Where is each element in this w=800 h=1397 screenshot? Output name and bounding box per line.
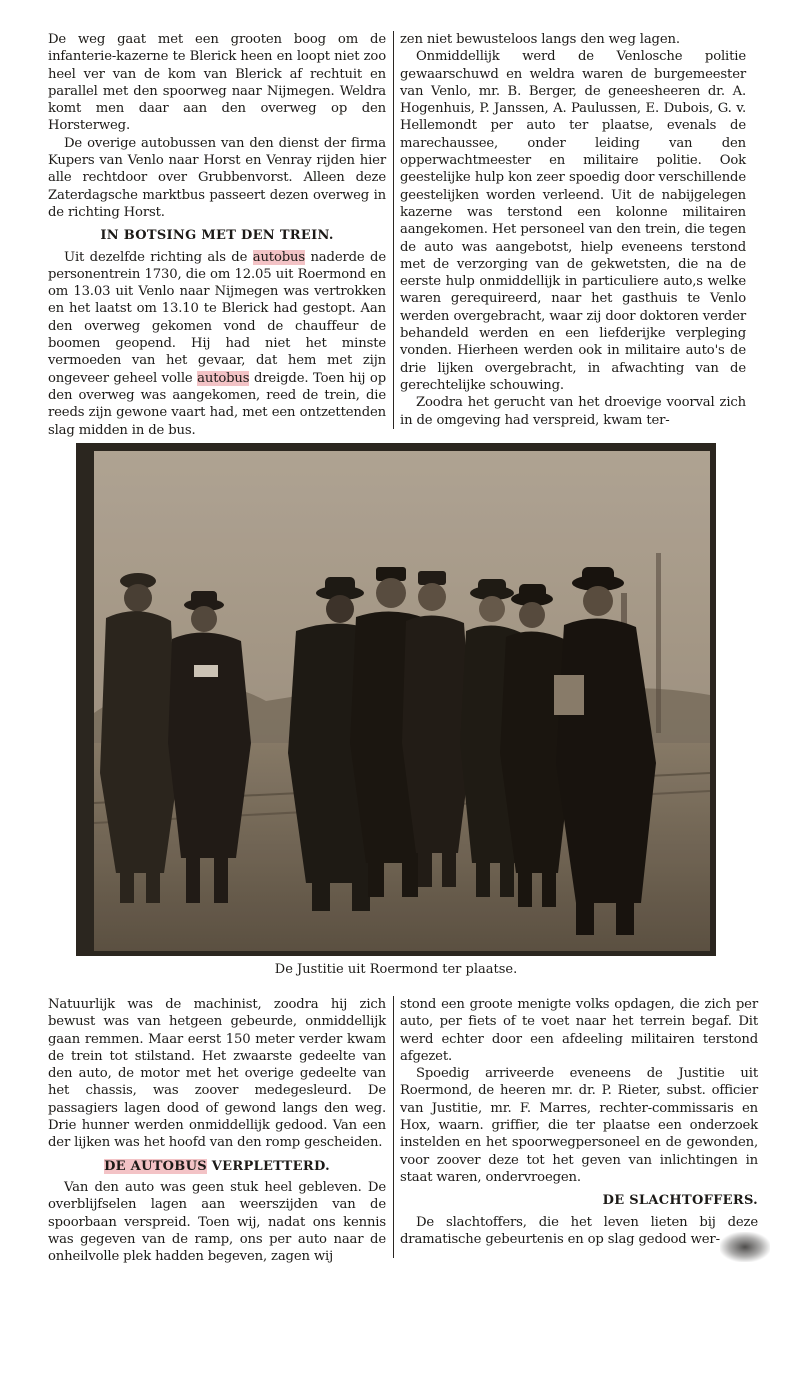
photo-justitie-group: [76, 443, 716, 956]
column-bottom-left: [48, 996, 386, 1265]
paragraph-continuation: zen niet bewusteloos langs den weg lagen.: [400, 32, 680, 47]
highlighted-term: autobus: [197, 370, 250, 386]
column-top-left: [48, 31, 386, 439]
paragraph-rumour: Zoodra het gerucht van het droevige voorval zich in de omgeving had verspreid, kwam ter-: [400, 395, 746, 428]
heading-bus-crushed: DE AUTOBUS VERPLETTERD.: [104, 1158, 330, 1174]
paragraph-justitie-arrival: Spoedig arriveerde eveneens de Justitie uit Roermond, de heeren mr. dr. P. Rieter, subst. officier van Justitie, mr. F. Marres, rechter-commissaris en Hox, waarn. griffier, die ter plaatse een onderzoek instelden en het spoorwegpersoneel en de gewonden, voor zoover deze tot het geven van inlichtingen in staat waren, ondervroegen.: [400, 1066, 758, 1185]
column-divider: [393, 31, 394, 429]
paragraph-machinist: Natuurlijk was de machinist, zoodra hij zich bewust was van hetgeen gebeurde, onmiddellijk gaan remmen. Maar eerst 150 meter verder kwam de trein tot stilstand. Het zwaarste gedeelte van den auto, de motor met het overige gedeelte van het chassis, was zoover medegesleurd. De passagiers lagen dood of gewond langs den weg. Drie hunner werden onmiddellijk gedood. Van een der lijken was het hoofd van den romp gescheiden.: [48, 997, 386, 1151]
heading-victims: DE SLACHTOFFERS.: [602, 1193, 758, 1209]
paragraph-road-description: De weg gaat met een grooten boog om de infanterie-kazerne te Blerick heen en loopt niet zoo heel ver van de kom van Blerick af rechtuit en parallel met den spoorweg naar Nijmegen. Weldra komt men daar aan den overweg op den Horsterweg.: [48, 32, 386, 134]
column-divider: [393, 996, 394, 1258]
column-top-right: [400, 31, 746, 429]
paragraph-victims: De slachtoffers, die het leven lieten bij deze dramatische gebeurtenis en op slag gedood wer-: [400, 1214, 758, 1247]
paragraph-collision: Uit dezelfde richting als de autobus naderde de personentrein 1730, die om 12.05 uit Roermond en om 13.03 uit Venlo naar Nijmegen was vertrokken en het laatst om 13.10 te Blerick had gestopt. Aan den overweg gekomen vond de chauffeur de boomen geopend. Hij had niet het minste vermoeden van het gevaar, dat hem met zijn ongeveer geheel volle autobus dreigde. Toen hij op den overweg was aangekomen, reed de trein, die reeds zijn gewone vaart had, met een ontzettenden slag midden in de bus.: [48, 249, 386, 438]
column-bottom-right: [400, 996, 758, 1248]
heading-collision: IN BOTSING MET DEN TREIN.: [100, 228, 334, 244]
highlighted-term: autobus: [252, 249, 305, 265]
paragraph-police-arrival: Onmiddellijk werd de Venlosche politie gewaarschuwd en weldra waren de burgemeester van Venlo, mr. B. Berger, de geneesheeren dr. A. Hogenhuis, P. Janssen, A. Paulussen, E. Dubois, G. v. Hellemondt per auto ter plaatse, evenals de marechaussee, onder leiding van den opperwachtmeester en militaire politie. Ook geestelijke hulp kon zeer spoedig door verschillende geestelijken worden verleend. Uit de nabijgelegen kazerne was terstond een kolonne militairen aangekomen. Het personeel van den trein, die tegen de auto was aangebotst, hielp eveneens terstond met de verzorging van de gekwetsten, die na de eerste hulp onmiddellijk in particuliere auto,s welke waren gerequireerd, naar het gasthuis te Venlo werden overgebracht, waar zij door doktoren verder behandeld werden en een liefderijke verpleging vonden. Hierheen werden ook in militaire auto's de drie lijken overgebracht, in afwachting van de gerechtelijke schouwing.: [400, 49, 746, 393]
photo-caption: De Justitie uit Roermond ter plaatse.: [274, 962, 518, 977]
ink-smudge: [720, 1232, 770, 1262]
paragraph-other-buses: De overige autobussen van den dienst der firma Kupers van Venlo naar Horst en Venray rijden hier alle rechtdoor over Grubbenvorst. Alleen deze Zaterdagsche marktbus passeert dezen overweg in de richting Horst.: [48, 135, 386, 220]
highlighted-term: DE AUTOBUS: [104, 1158, 207, 1174]
news-photo: [76, 443, 716, 956]
paragraph-wreckage: Van den auto was geen stuk heel gebleven. De overblijfselen lagen aan weerszijden van de spoorbaan verspreid. Toen wij, nadat ons kennis was gegeven van de ramp, ons per auto naar de onheilvolle plek hadden begeven, zagen wij: [48, 1179, 386, 1265]
paragraph-crowd: stond een groote menigte volks opdagen, die zich per auto, per fiets of te voet naar het terrein begaf. Dit werd echter door een afdeeling militairen terstond afgezet.: [400, 997, 758, 1064]
